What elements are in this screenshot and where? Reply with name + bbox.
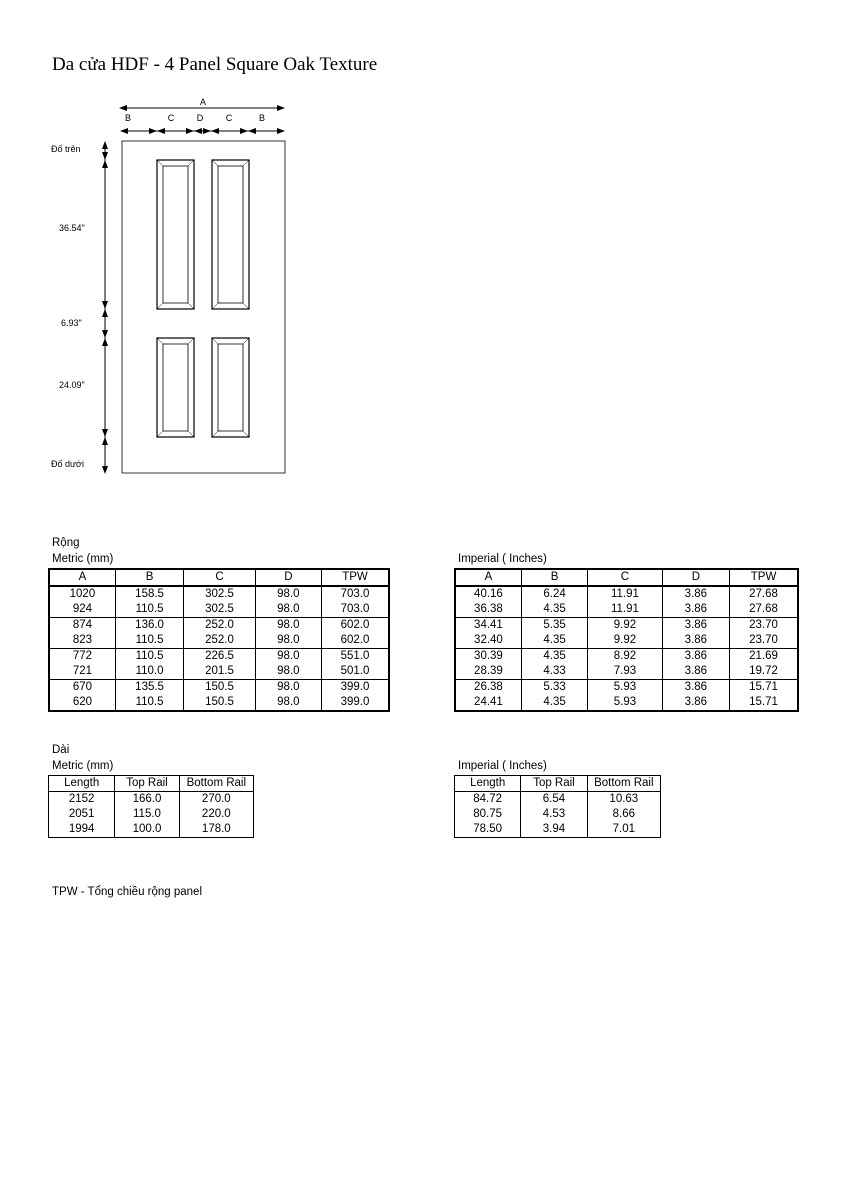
table-cell: 36.38: [455, 602, 521, 618]
table-cell: 302.5: [184, 586, 255, 602]
table-cell: 4.35: [521, 695, 587, 711]
table-cell: 602.0: [322, 618, 389, 634]
table-cell: 7.01: [587, 822, 660, 838]
table-row: [49, 649, 389, 665]
table-cell: 399.0: [322, 695, 389, 711]
dimension-d-label: D: [196, 113, 204, 123]
table-cell: 4.35: [521, 633, 587, 649]
length-metric-table: [48, 775, 254, 838]
table-cell: 8.92: [588, 649, 662, 665]
dimension-a-label: A: [199, 97, 207, 107]
column-header: C: [588, 569, 662, 586]
table-cell: 21.69: [730, 649, 798, 665]
table-cell: 110.5: [115, 602, 183, 618]
table-cell: 98.0: [255, 695, 321, 711]
table-cell: 1020: [49, 586, 115, 602]
table-cell: 11.91: [588, 602, 662, 618]
table-cell: 6.54: [521, 792, 587, 808]
table-row: [455, 618, 798, 634]
length-metric-label: Metric (mm): [52, 760, 114, 772]
lower-panel-height-label: 24.09": [59, 380, 85, 390]
table-cell: 670: [49, 680, 115, 696]
table-row: [455, 695, 798, 711]
table-cell: 4.35: [521, 602, 587, 618]
table-cell: 115.0: [115, 807, 179, 822]
table-cell: 551.0: [322, 649, 389, 665]
table-cell: 201.5: [184, 664, 255, 680]
table-row: [455, 822, 661, 838]
door-diagram: [0, 0, 848, 490]
table-cell: 9.92: [588, 633, 662, 649]
table-cell: 772: [49, 649, 115, 665]
table-cell: 19.72: [730, 664, 798, 680]
table-row: [49, 807, 254, 822]
table-row: [455, 602, 798, 618]
table-cell: 110.5: [115, 695, 183, 711]
width-imperial-label: Imperial ( Inches): [458, 553, 547, 565]
panel-lower-right: [212, 338, 249, 437]
page-title: Da cửa HDF - 4 Panel Square Oak Texture: [52, 54, 378, 75]
table-cell: 27.68: [730, 602, 798, 618]
dimension-b-left-label: B: [124, 113, 132, 123]
table-row: [49, 586, 389, 602]
table-cell: 110.5: [115, 649, 183, 665]
door-outline: [122, 141, 285, 473]
width-heading: Rộng: [52, 537, 80, 549]
length-imperial-table: [454, 775, 661, 838]
table-cell: 3.86: [662, 618, 729, 634]
table-cell: 110.0: [115, 664, 183, 680]
width-imperial-table: [454, 568, 799, 712]
table-row: [49, 633, 389, 649]
upper-panel-height-label: 36.54": [59, 223, 85, 233]
table-cell: 98.0: [255, 664, 321, 680]
length-imperial-label: Imperial ( Inches): [458, 760, 547, 772]
table-cell: 9.92: [588, 618, 662, 634]
table-row: [49, 695, 389, 711]
table-row: [455, 649, 798, 665]
table-cell: 3.86: [662, 633, 729, 649]
table-cell: 3.86: [662, 695, 729, 711]
table-cell: 15.71: [730, 680, 798, 696]
table-cell: 7.93: [588, 664, 662, 680]
dimension-segments: [120, 128, 285, 134]
table-cell: 98.0: [255, 680, 321, 696]
table-cell: 703.0: [322, 586, 389, 602]
table-cell: 98.0: [255, 586, 321, 602]
column-header: Length: [455, 776, 521, 792]
column-header: Length: [49, 776, 115, 792]
table-cell: 78.50: [455, 822, 521, 838]
table-cell: 24.41: [455, 695, 521, 711]
table-cell: 602.0: [322, 633, 389, 649]
table-cell: 252.0: [184, 633, 255, 649]
table-cell: 11.91: [588, 586, 662, 602]
table-cell: 30.39: [455, 649, 521, 665]
table-cell: 3.86: [662, 664, 729, 680]
table-cell: 166.0: [115, 792, 179, 808]
table-cell: 3.86: [662, 602, 729, 618]
table-cell: 5.33: [521, 680, 587, 696]
table-cell: 2051: [49, 807, 115, 822]
table-cell: 252.0: [184, 618, 255, 634]
tpw-footnote: TPW - Tổng chiều rộng panel: [52, 886, 203, 898]
table-cell: 98.0: [255, 602, 321, 618]
table-cell: 80.75: [455, 807, 521, 822]
table-cell: 1994: [49, 822, 115, 838]
table-cell: 26.38: [455, 680, 521, 696]
table-cell: 110.5: [115, 633, 183, 649]
top-rail-label: Đố trên: [51, 144, 81, 154]
table-cell: 4.33: [521, 664, 587, 680]
panel-upper-left: [157, 160, 194, 309]
dimension-vertical: [102, 141, 108, 474]
column-header: D: [662, 569, 729, 586]
table-cell: 10.63: [587, 792, 660, 808]
table-cell: 501.0: [322, 664, 389, 680]
column-header: TPW: [730, 569, 798, 586]
table-row: [49, 680, 389, 696]
column-header: A: [49, 569, 115, 586]
table-row: [455, 633, 798, 649]
column-header: B: [521, 569, 587, 586]
table-header-row: [455, 776, 661, 792]
table-row: [49, 618, 389, 634]
table-cell: 703.0: [322, 602, 389, 618]
table-cell: 5.93: [588, 695, 662, 711]
width-metric-table: [48, 568, 390, 712]
dimension-b-right-label: B: [258, 113, 266, 123]
table-cell: 302.5: [184, 602, 255, 618]
table-cell: 135.5: [115, 680, 183, 696]
table-cell: 28.39: [455, 664, 521, 680]
table-cell: 178.0: [179, 822, 253, 838]
dimension-c-right-label: C: [225, 113, 233, 123]
table-cell: 220.0: [179, 807, 253, 822]
width-metric-label: Metric (mm): [52, 553, 114, 565]
table-row: [49, 602, 389, 618]
column-header: A: [455, 569, 521, 586]
table-cell: 3.94: [521, 822, 587, 838]
column-header: C: [184, 569, 255, 586]
bottom-rail-label: Đố dưới: [51, 459, 84, 469]
table-row: [49, 792, 254, 808]
table-cell: 23.70: [730, 618, 798, 634]
length-heading: Dài: [52, 744, 70, 756]
table-row: [49, 664, 389, 680]
column-header: Top Rail: [521, 776, 587, 792]
table-cell: 3.86: [662, 649, 729, 665]
table-cell: 399.0: [322, 680, 389, 696]
table-cell: 32.40: [455, 633, 521, 649]
table-row: [455, 664, 798, 680]
column-header: Bottom Rail: [179, 776, 253, 792]
table-cell: 40.16: [455, 586, 521, 602]
table-cell: 98.0: [255, 649, 321, 665]
table-row: [455, 680, 798, 696]
table-cell: 84.72: [455, 792, 521, 808]
column-header: TPW: [322, 569, 389, 586]
table-row: [455, 792, 661, 808]
table-cell: 823: [49, 633, 115, 649]
table-cell: 15.71: [730, 695, 798, 711]
column-header: Bottom Rail: [587, 776, 660, 792]
table-cell: 27.68: [730, 586, 798, 602]
table-cell: 98.0: [255, 618, 321, 634]
table-cell: 226.5: [184, 649, 255, 665]
table-cell: 874: [49, 618, 115, 634]
table-row: [455, 807, 661, 822]
table-cell: 2152: [49, 792, 115, 808]
table-header-row: [49, 569, 389, 586]
table-cell: 4.35: [521, 649, 587, 665]
table-row: [455, 586, 798, 602]
table-cell: 23.70: [730, 633, 798, 649]
table-cell: 5.35: [521, 618, 587, 634]
mid-rail-height-label: 6.93": [61, 318, 82, 328]
table-header-row: [49, 776, 254, 792]
table-cell: 34.41: [455, 618, 521, 634]
table-cell: 924: [49, 602, 115, 618]
table-cell: 3.86: [662, 586, 729, 602]
panel-upper-right: [212, 160, 249, 309]
table-cell: 6.24: [521, 586, 587, 602]
table-cell: 721: [49, 664, 115, 680]
table-cell: 100.0: [115, 822, 179, 838]
column-header: Top Rail: [115, 776, 179, 792]
table-cell: 5.93: [588, 680, 662, 696]
table-cell: 150.5: [184, 695, 255, 711]
column-header: B: [115, 569, 183, 586]
table-cell: 158.5: [115, 586, 183, 602]
table-cell: 98.0: [255, 633, 321, 649]
table-cell: 4.53: [521, 807, 587, 822]
dimension-c-left-label: C: [167, 113, 175, 123]
table-cell: 3.86: [662, 680, 729, 696]
table-cell: 270.0: [179, 792, 253, 808]
table-cell: 8.66: [587, 807, 660, 822]
panel-lower-left: [157, 338, 194, 437]
table-header-row: [455, 569, 798, 586]
table-row: [49, 822, 254, 838]
table-cell: 150.5: [184, 680, 255, 696]
column-header: D: [255, 569, 321, 586]
table-cell: 620: [49, 695, 115, 711]
table-cell: 136.0: [115, 618, 183, 634]
